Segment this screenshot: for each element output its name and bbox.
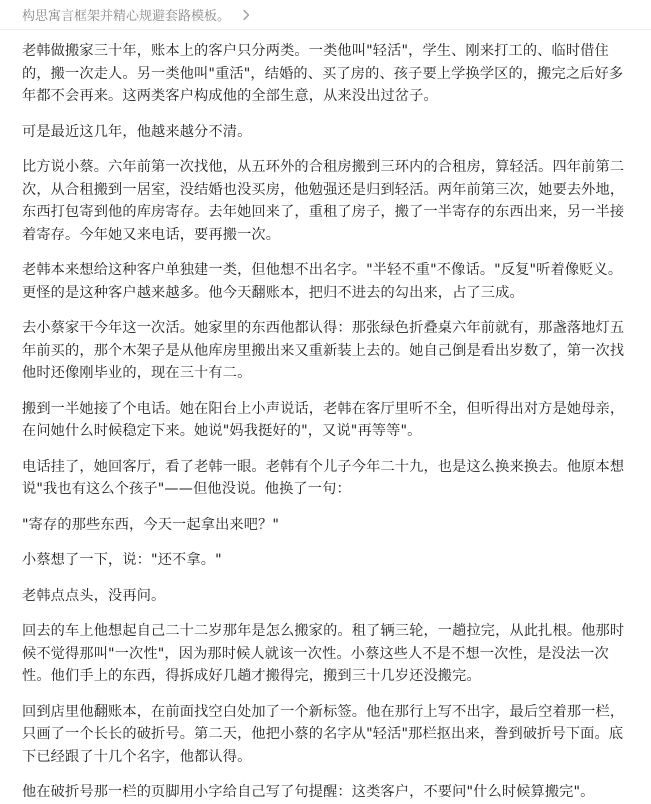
paragraph-8: "寄存的那些东西，今天一起拿出来吧？" <box>22 516 280 533</box>
paragraph-3: 比方说小蔡。六年前第一次找他，从五环外的合租房搬到三环内的合租房，算轻活。四年前第二次，从合租搬到一居室，没结婚也没买房，他勉强还是归到轻活。两年前第三次，她要去外地，东西打包寄到他的库房寄存。去年她回来了，重租了房子，搬了一半寄存的东西出来，另一半接着寄存。今年她又来电话，要再搬一次。 <box>22 159 625 243</box>
paragraph-7: 电话挂了，她回客厅，看了老韩一眼。老韩有个儿子今年二十九，也是这么换来换去。他原本想说"我也有这么个孩子"——但他没说。他换了一句： <box>22 458 625 497</box>
paragraph-9: 小蔡想了一下，说："还不拿。" <box>22 552 222 568</box>
conversation-title[interactable]: 构思寓言框架并精心规避套路模板。 <box>22 9 231 24</box>
paragraph-11: 回去的车上他想起自己二十二岁那年是怎么搬家的。租了辆三轮，一趟拉完，从此扎根。他那时候不觉得那叫"一次性"，因为那时候人就该一次性。小蔡这些人不是不想一次性，是没法一次性。他们手上的东西，得拆成好几趟才搬得完，搬到三十几岁还没搬完。 <box>22 623 625 684</box>
paragraph-12: 回到店里他翻账本，在前面找空白处加了一个新标签。他在那行上写不出字，最后空着那一栏，只画了一个长长的破折号。第二天，他把小蔡的名字从"轻活"那栏抠出来，誊到破折号下面。底下已经跟了十几个名字，他都认得。 <box>22 703 625 765</box>
chevron-right-icon[interactable] <box>242 8 252 22</box>
paragraph-13: 他在破折号那一栏的页脚用小字给自己写了句提醒：这类客户，不要问"什么时候算搬完"。 <box>22 784 595 800</box>
paragraph-10: 老韩点点头，没再问。 <box>22 587 166 604</box>
conversation-title-bar[interactable] <box>0 0 651 30</box>
response-body <box>0 30 651 804</box>
paragraph-4: 老韩本来想给这种客户单独建一类，但他想不出名字。"半轻不重"不像话。"反复"听着像贬义。更怪的是这种客户越来越多。他今天翻账本，把归不进去的勾出来，占了三成。 <box>22 262 623 301</box>
paragraph-2: 可是最近这几年，他越来越分不清。 <box>22 123 252 140</box>
paragraph-1: 老韩做搬家三十年，账本上的客户只分两类。一类他叫"轻活"，学生、刚来打工的、临时借住的，搬一次走人。另一类他叫"重活"，结婚的、买了房的、孩子要上学换学区的，搬完之后好多年都不会再来。这两类客户构成他的全部生意，从来没出过岔子。 <box>22 43 624 104</box>
paragraph-6: 搬到一半她接了个电话。她在阳台上小声说话，老韩在客厅里听不全，但听得出对方是她母亲，在问她什么时候稳定下来。她说"妈我挺好的"，又说"再等等"。 <box>22 400 625 439</box>
paragraph-5: 去小蔡家干今年这一次活。她家里的东西他都认得：那张绿色折叠桌六年前就有，那盏落地灯五年前买的，那个木架子是从他库房里搬出来又重新装上去的。她自己倒是看出岁数了，第一次找他时还像刚毕业的，现在三十有二。 <box>22 320 625 381</box>
